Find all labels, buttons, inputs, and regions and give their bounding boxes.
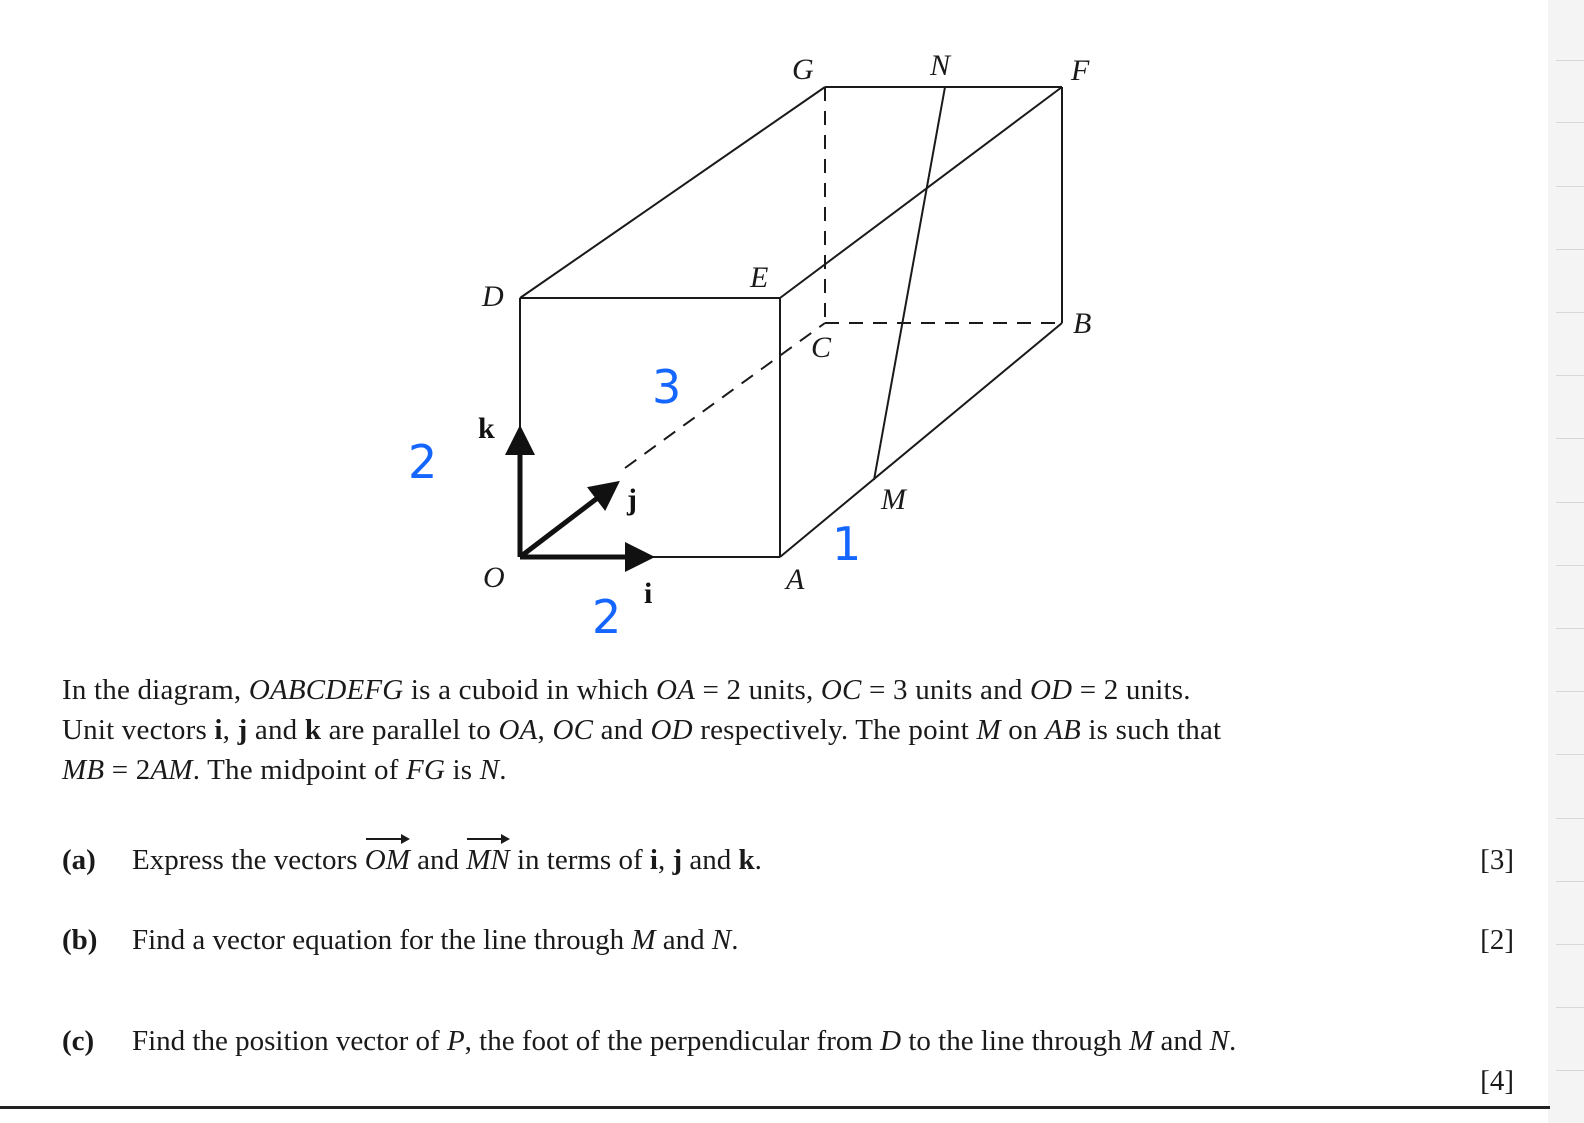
handwritten-label-od-length: 2 [408,435,438,489]
margin-rule [1556,691,1584,692]
line-MN [874,87,945,480]
question-b: (b) Find a vector equation for the line through M and N. [2] [62,924,1514,956]
margin-rule [1556,881,1584,882]
vertex-label-D: D [482,280,504,313]
hidden-edges [625,87,1062,468]
vertex-label-M: M [881,483,906,516]
vector-OM: OM [364,844,410,876]
question-b-label: (b) [62,924,98,956]
margin-rule [1556,60,1584,61]
vertex-label-F: F [1071,54,1090,87]
vertex-label-N: N [930,49,951,82]
vertex-label-B: B [1073,307,1092,340]
vertex-label-E: E [750,261,769,294]
margin-rule [1556,1007,1584,1008]
intro-line-2: Unit vectors i, j and k are parallel to OA, OC and OD respectively. The point M on AB is such that [62,714,1222,746]
question-a: (a) Express the vectors OM and MN in terms of i, j and k. [3] [62,844,1514,876]
edge-DG [520,87,825,298]
vertex-label-O: O [483,561,505,594]
margin-rule [1556,186,1584,187]
intro-line-1: In the diagram, OABCDEFG is a cuboid in which OA = 2 units, OC = 3 units and OD = 2 units. [62,674,1191,706]
margin-rule [1556,122,1584,123]
margin-rule [1556,944,1584,945]
margin-rule [1556,312,1584,313]
question-c-marks: [4] [1480,1065,1514,1097]
handwritten-label-am-length: 1 [832,517,862,571]
bottom-rule [0,1106,1550,1109]
margin-rule [1556,249,1584,250]
right-margin-strip [1548,0,1584,1123]
j-arrow [520,490,608,557]
margin-rule [1556,375,1584,376]
vertex-label-C: C [811,331,832,364]
margin-rule [1556,818,1584,819]
unit-vector-label-i: i [644,577,653,610]
margin-rule [1556,1070,1584,1071]
margin-rule [1556,565,1584,566]
vertex-label-A: A [786,563,805,596]
question-c: (c) Find the position vector of P, the foot of the perpendicular from D to the line through M and N. [4] [62,1025,1514,1097]
margin-rule [1556,438,1584,439]
question-c-label: (c) [62,1025,95,1057]
question-b-marks: [2] [1480,924,1514,956]
vector-MN: MN [466,844,510,876]
vertex-label-G: G [792,53,814,86]
unit-vector-arrows [520,440,640,557]
unit-vector-label-k: k [478,412,495,445]
margin-rule [1556,502,1584,503]
intro-line-3: MB = 2AM. The midpoint of FG is N. [62,754,507,786]
unit-vector-label-j: j [627,483,637,516]
question-a-marks: [3] [1480,844,1514,876]
handwritten-label-oa-length: 2 [592,590,622,644]
handwritten-label-oc-length: 3 [652,360,682,414]
margin-rule [1556,628,1584,629]
margin-rule [1556,754,1584,755]
question-a-label: (a) [62,844,96,876]
edge-EF [780,87,1062,298]
